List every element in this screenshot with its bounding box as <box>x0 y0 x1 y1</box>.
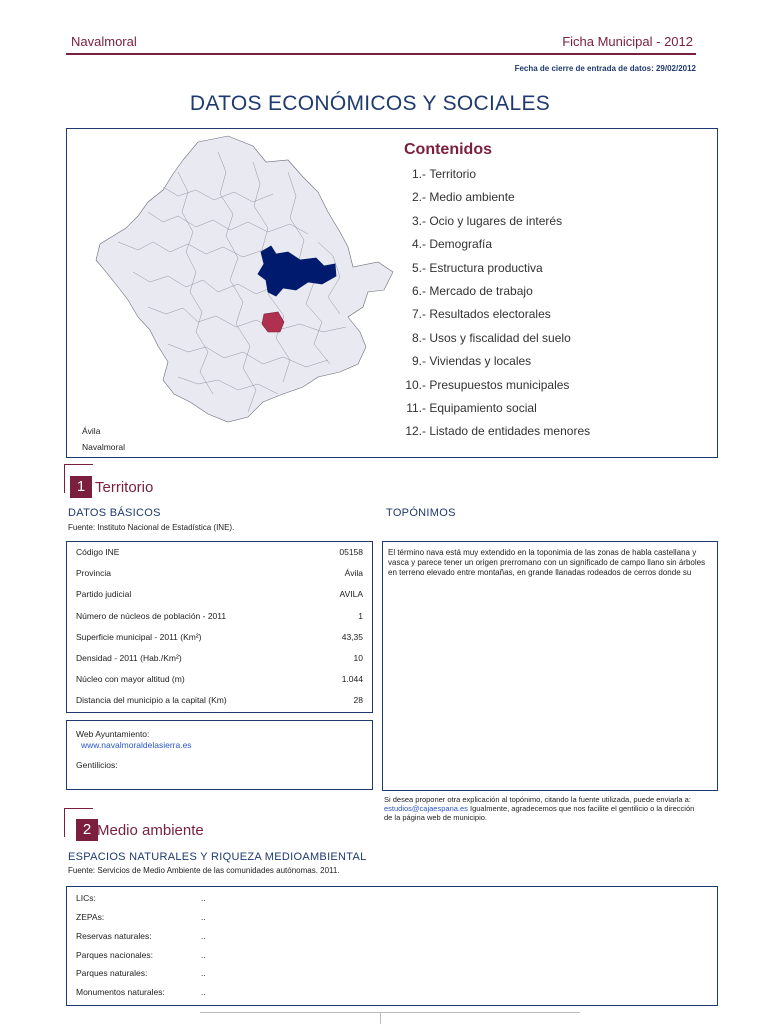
contents-title: Contenidos <box>404 141 492 158</box>
contents-item[interactable]: 9.- Viviendas y locales <box>411 354 532 369</box>
table-row-label: LICs: <box>76 893 96 903</box>
table-row-label: Reservas naturales: <box>76 931 152 941</box>
datos-basicos-fuente: Fuente: Instituto Nacional de Estadística (INE). <box>68 523 235 532</box>
espacios-table <box>66 886 718 1006</box>
table-row-value: .. <box>201 968 206 978</box>
table-row: Número de núcleos de población - 2011 1 <box>76 611 363 621</box>
footer-divider <box>200 1012 580 1013</box>
table-row-value: .. <box>201 893 206 903</box>
header-municipality: Navalmoral <box>71 34 137 49</box>
table-row: Núcleo con mayor altitud (m) 1.044 <box>76 674 363 684</box>
web-panel <box>66 720 373 790</box>
contents-list <box>398 167 590 448</box>
table-row: Superficie municipal - 2011 (Km²) 43,35 <box>76 632 363 642</box>
web-link[interactable]: www.navalmoraldelasierra.es <box>81 740 192 750</box>
province-map <box>78 132 398 432</box>
contents-item[interactable]: 4.- Demografía <box>411 237 493 252</box>
contents-item[interactable]: 8.- Usos y fiscalidad del suelo <box>411 330 571 345</box>
table-row-label: ZEPAs: <box>76 912 105 922</box>
contents-item[interactable]: 10.- Presupuestos municipales <box>405 377 570 392</box>
toponimos-panel <box>382 541 718 791</box>
email-link[interactable]: estudios@cajaespana.es <box>384 804 468 813</box>
map-municipality-label: Navalmoral <box>82 442 125 452</box>
espacios-fuente: Fuente: Servicios de Medio Ambiente de las comunidades autónomas. 2011. <box>68 866 340 875</box>
fecha-cierre: Fecha de cierre de entrada de datos: 29/02/2012 <box>514 64 696 73</box>
contents-item[interactable]: 7.- Resultados electorales <box>411 307 551 322</box>
table-row: Provincia Ávila <box>76 568 363 578</box>
contents-item[interactable]: 3.- Ocio y lugares de interés <box>411 213 563 228</box>
table-row-value: .. <box>201 931 206 941</box>
map-province-label: Ávila <box>82 426 101 436</box>
contents-item[interactable]: 2.- Medio ambiente <box>411 190 515 205</box>
contents-item[interactable]: 1.- Territorio <box>411 167 477 181</box>
header-ficha: Ficha Municipal - 2012 <box>562 34 693 49</box>
section2-title: Medio ambiente <box>97 822 204 839</box>
contents-item[interactable]: 6.- Mercado de trabajo <box>411 283 533 298</box>
table-row-value: .. <box>201 912 206 922</box>
table-row-label: Parques naturales: <box>76 968 148 978</box>
table-row: Densidad - 2011 (Hab./Km²) 10 <box>76 653 363 663</box>
toponimos-title: TOPÓNIMOS <box>386 507 456 519</box>
section1-title: Territorio <box>95 479 154 496</box>
table-row-value: .. <box>201 950 206 960</box>
section2-number: 2 <box>76 819 98 841</box>
map-outline <box>96 136 393 422</box>
contents-item[interactable]: 12.- Listado de entidades menores <box>405 424 591 439</box>
table-row: Distancia del municipio a la capital (Km) 28 <box>76 695 363 705</box>
toponimos-note: Si desea proponer otra explicación al topónimo, citando la fuente utilizada, puede enviarla a: estudios@cajaespana.es Igualmente, agradecemos que nos facilite el gentilicio o la dirección de la página web de municipio. <box>384 795 695 822</box>
web-label: Web Ayuntamiento: <box>76 729 150 739</box>
table-row-value: .. <box>201 987 206 997</box>
section1-number: 1 <box>70 476 92 498</box>
datos-basicos-title: DATOS BÁSICOS <box>68 507 161 519</box>
contents-item[interactable]: 11.- Equipamiento social <box>406 400 537 415</box>
header-divider <box>66 53 696 55</box>
table-row: Código INE 05158 <box>76 547 363 557</box>
table-row-label: Monumentos naturales: <box>76 987 165 997</box>
page-title: DATOS ECONÓMICOS Y SOCIALES <box>189 92 551 115</box>
table-row: Partido judicial AVILA <box>76 589 363 599</box>
gentilicios-label: Gentilicios: <box>76 760 118 770</box>
table-row-label: Parques nacionales: <box>76 950 154 960</box>
datos-basicos-table <box>66 541 373 713</box>
espacios-title: ESPACIOS NATURALES Y RIQUEZA MEDIOAMBIENTAL <box>68 851 367 863</box>
toponimos-text: El término nava está muy extendido en la toponimia de las zonas de habla castellana y vasca y parece tener un origen prerromano con un significado de campo llano sin árboles en terreno elevado entre montañas, en grande llanadas rodeados de cerros donde su <box>388 548 706 577</box>
contents-item[interactable]: 5.- Estructura productiva <box>411 260 543 275</box>
footer-divider-tick <box>380 1012 381 1024</box>
